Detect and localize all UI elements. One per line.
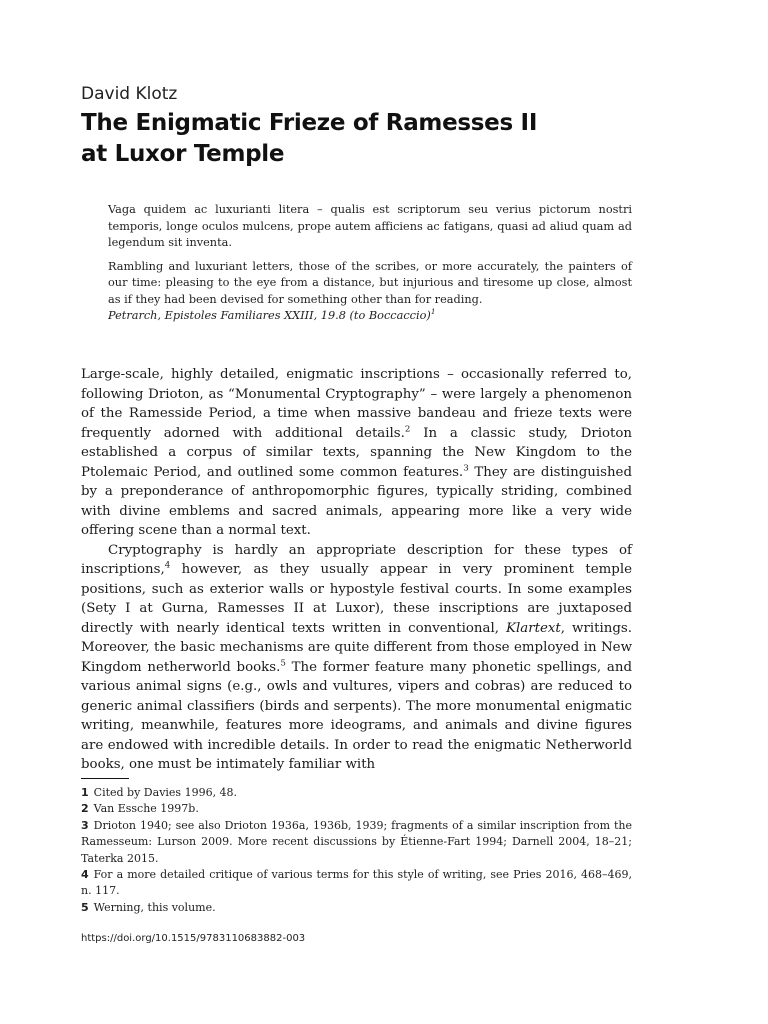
- footnote-5: [81, 900, 632, 916]
- body-text-span: In a classic study, Drioton established a corpus of similar texts, spanning the New Kingdom to the Ptolemaic Period, and outlined some common features.: [81, 425, 633, 480]
- footnote-text: Werning, this volume.: [93, 900, 216, 914]
- footnote-text: Drioton 1940; see also Drioton 1936a, 1936b, 1939; fragments of a similar inscription from the Ramesseum: Lurson 2009. More recent discussions by Étienne-Fart 1994; Darnell 2004, 18–21; Taterka 2015.: [81, 818, 632, 865]
- footnote-text: For a more detailed critique of various terms for this style of writing, see Pries 2016, 468–469, n. 117.: [81, 868, 632, 898]
- footnote-ref-1[interactable]: 1: [430, 307, 436, 317]
- footnote-4: [81, 867, 632, 900]
- epigraph: [108, 202, 632, 332]
- epigraph-latin: Vaga quidem ac luxurianti litera – qualis est scriptorum seu verius pictorum nostri temporis, longe oculos mulcens, prope autem afficiens ac fatigans, quasi ad aliud quam ad legendum sit inventa.: [108, 203, 632, 249]
- body-text-span: , writings. Moreover, the basic mechanisms are quite different from those employed in New Kingdom netherworld books.: [81, 620, 632, 675]
- footnote-3: [81, 818, 632, 867]
- footnote-number: 4: [81, 868, 89, 882]
- epigraph-source: [108, 308, 632, 325]
- epigraph-source-text: Petrarch, Epistoles Familiares XXIII, 19.8 (to Boccaccio): [108, 309, 431, 322]
- footnote-number: 2: [81, 802, 89, 816]
- footnote-divider: [81, 778, 129, 779]
- chapter-title: [81, 108, 641, 170]
- italic-term: Klartext: [506, 620, 561, 636]
- body-text-span: The former feature many phonetic spellings, and various animal signs (e.g., owls and vultures, vipers and cobras) are reduced to generic animal classifiers (birds and serpents). The more monumental enigmatic writing, meanwhile, features more ideograms, and animals and divine figures are endowed with incredible details. In order to read the enigmatic Netherworld books, one must be intimately familiar with: [81, 659, 633, 772]
- chapter-title-line-2: at Luxor Temple: [81, 141, 285, 167]
- footnote-number: 3: [81, 818, 89, 832]
- doi-link[interactable]: https://doi.org/10.1515/9783110683882-003: [81, 933, 306, 944]
- footnote-ref-2[interactable]: 2: [404, 424, 411, 435]
- body-paragraph-1: [81, 365, 632, 541]
- footnote-number: 1: [81, 786, 89, 799]
- footnote-text: Cited by Davies 1996, 48.: [93, 786, 238, 799]
- footnote-ref-5[interactable]: 5: [280, 658, 286, 669]
- epigraph-english-text: Rambling and luxuriant letters, those of the scribes, or more accurately, the painters of our time: pleasing to the eye from a distance, but injurious and tiresome up close, almost as if they had been devised for something other than for reading.: [108, 259, 632, 306]
- body-text-span: Cryptography is hardly an appropriate description for these types of inscriptions,: [81, 542, 632, 577]
- footnote-ref-3[interactable]: 3: [463, 463, 469, 474]
- footnote-1: [81, 785, 632, 801]
- footnote-2: [81, 801, 632, 817]
- body-text-span: They are distinguished by a preponderance of anthropomorphic figures, typically striding, combined with divine emblems and sacred animals, appearing more like a very wide offering scene than a normal text.: [81, 464, 632, 538]
- chapter-title-line-1: The Enigmatic Frieze of Ramesses II: [81, 110, 538, 136]
- footnote-number: 5: [81, 900, 89, 914]
- footnote-text: Van Essche 1997b.: [93, 802, 199, 816]
- body-text-span: Large-scale, highly detailed, enigmatic inscriptions – occasionally referred to, following Drioton, as “Monumental Cryptography” – were largely a phenomenon of the Ramesside Period, a time when massive bandeau and frieze texts were frequently adorned with additional details.: [81, 367, 632, 441]
- footnote-ref-4[interactable]: 4: [164, 560, 171, 571]
- epigraph-english: [108, 259, 632, 325]
- body-paragraph-2: [81, 541, 632, 775]
- body-text: [81, 365, 632, 775]
- author-name: David Klotz: [81, 84, 178, 104]
- footnotes: [81, 785, 632, 916]
- body-text-span: however, as they usually appear in very prominent temple positions, such as exterior walls or hypostyle festival courts. In some examples (Sety I at Gurna, Ramesses II at Luxor), these inscriptions are juxtaposed directly with nearly identical texts written in conventional,: [81, 562, 632, 636]
